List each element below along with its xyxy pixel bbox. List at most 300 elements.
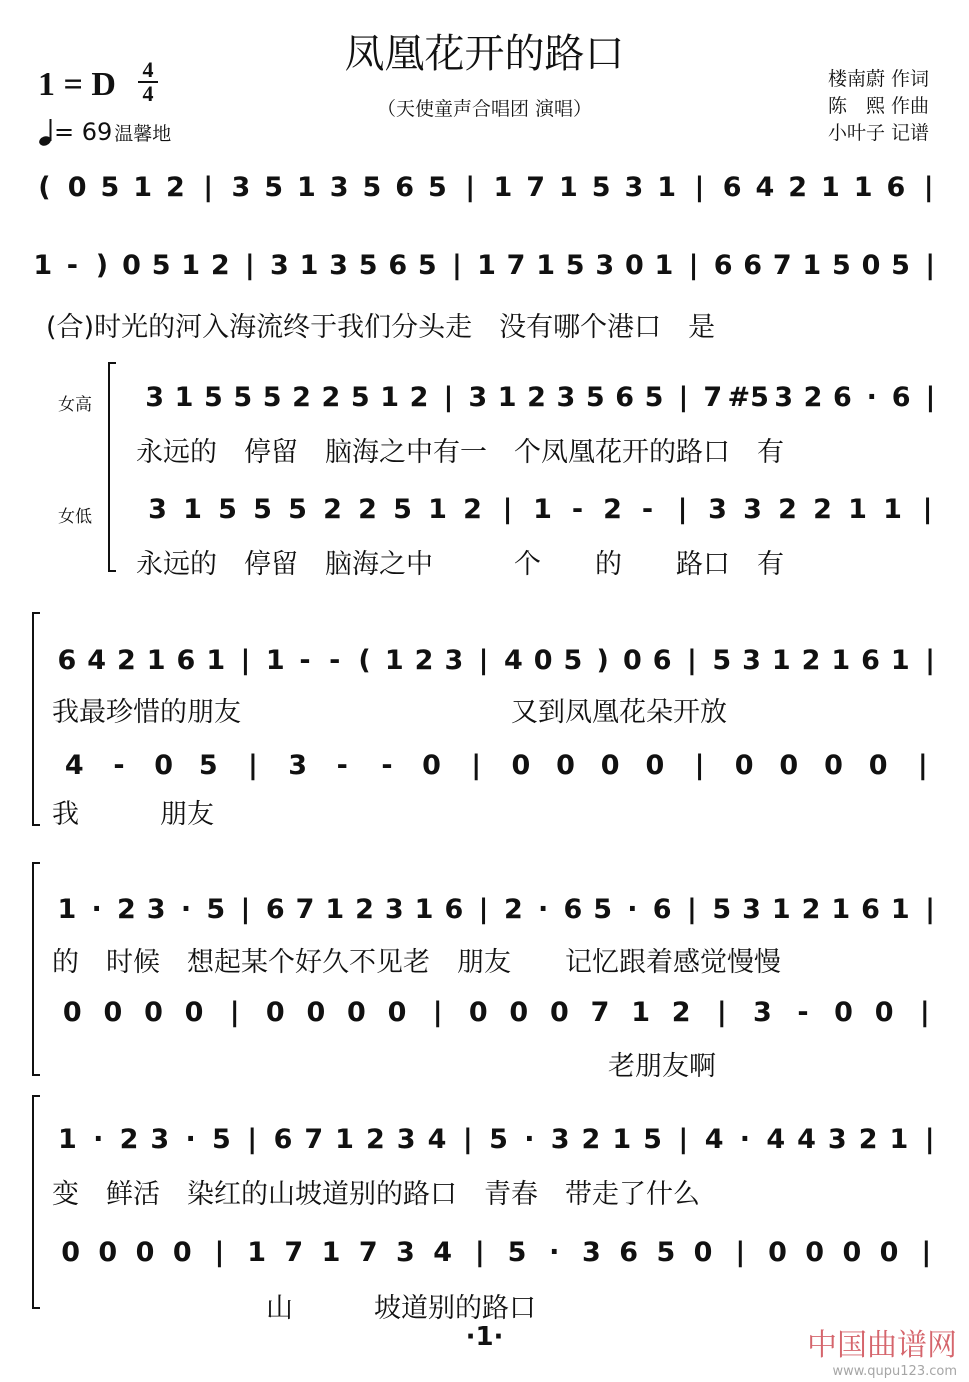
note: 2 xyxy=(365,1124,385,1155)
note: 1 xyxy=(33,250,53,281)
note: 6 xyxy=(743,250,763,281)
performer-line: （天使童声合唱团 演唱） xyxy=(376,98,593,120)
note: 1 xyxy=(831,645,851,676)
note: 3 xyxy=(288,750,307,781)
note: 0 xyxy=(533,645,553,676)
barline: | xyxy=(451,250,462,281)
note: 1 xyxy=(146,645,166,676)
barline: | xyxy=(735,1237,746,1268)
note: 5 xyxy=(206,894,226,925)
barline: | xyxy=(925,250,936,281)
note: 0 xyxy=(556,750,575,781)
note: 1 xyxy=(890,894,910,925)
note: - xyxy=(66,250,78,281)
staff-brace xyxy=(32,612,40,826)
note: 0 xyxy=(184,997,204,1028)
note: · xyxy=(91,894,102,925)
note: 1 xyxy=(889,1124,909,1155)
lyrics-line: 的 时候 想起某个好久不见老 朋友 记忆跟着感觉慢慢 xyxy=(52,947,781,978)
note: 3 xyxy=(468,382,488,413)
barline: | xyxy=(688,250,699,281)
note: - xyxy=(299,645,311,676)
note: 0 xyxy=(842,1237,862,1268)
note: 5 xyxy=(643,1124,662,1155)
barline: | xyxy=(678,1124,689,1155)
lyrics-line: 老朋友啊 xyxy=(608,1051,716,1082)
lyrics-line: 永远的 停留 脑海之中有一 个凤凰花开的路口 有 xyxy=(136,437,784,468)
note: 5 xyxy=(350,382,370,413)
note: 5 xyxy=(832,250,851,281)
note: 7 xyxy=(590,997,610,1028)
note: - xyxy=(113,750,125,781)
note: 5 xyxy=(393,494,412,525)
note: 5 xyxy=(198,750,218,781)
note: 2 xyxy=(119,1124,139,1155)
note: 0 xyxy=(62,997,82,1028)
note: 0 xyxy=(468,997,488,1028)
note: · xyxy=(549,1237,560,1268)
barline: | xyxy=(478,645,489,676)
note: 1 xyxy=(890,645,910,676)
staff-brace xyxy=(108,362,116,572)
note: 6 xyxy=(713,250,733,281)
note: 4 xyxy=(755,172,775,203)
note: 1 xyxy=(247,1237,267,1268)
note: 4 xyxy=(87,645,107,676)
note: 0 xyxy=(154,750,174,781)
note: 5 xyxy=(565,250,585,281)
note: 1 xyxy=(883,494,902,525)
key-signature: 1 = D xyxy=(38,66,116,103)
note: 6 xyxy=(619,1237,639,1268)
note: 1 xyxy=(771,645,791,676)
barline: | xyxy=(502,494,513,525)
note: 2 xyxy=(527,382,546,413)
note: · xyxy=(627,894,638,925)
barline: | xyxy=(919,997,930,1028)
note: 1 xyxy=(384,645,404,676)
note: 0 xyxy=(135,1237,155,1268)
watermark: 中国曲谱网 www.qupu123.com xyxy=(807,1328,957,1379)
note: 4 xyxy=(797,1124,816,1155)
note: - xyxy=(641,494,654,525)
note: 0 xyxy=(67,172,87,203)
note: 1 xyxy=(335,1124,354,1155)
note: 1 xyxy=(558,172,578,203)
note: 6 xyxy=(891,382,911,413)
note: 1 xyxy=(631,997,650,1028)
note: 5 xyxy=(489,1124,508,1155)
note: 2 xyxy=(165,172,185,203)
notes-row xyxy=(28,172,945,203)
note: 3 xyxy=(329,250,348,281)
note: 1 xyxy=(493,172,513,203)
note: 6 xyxy=(388,250,408,281)
note: 2 xyxy=(581,1124,601,1155)
note: 1 xyxy=(477,250,496,281)
barline: | xyxy=(465,172,476,203)
note: 1 xyxy=(380,382,400,413)
soprano-label: 女高 xyxy=(58,395,92,415)
lyrics-line: 永远的 停留 脑海之中 个 的 路口 有 xyxy=(136,549,784,580)
note: 5 xyxy=(591,172,611,203)
note: · xyxy=(185,1124,196,1155)
transcriber: 小叶子 记谱 xyxy=(827,122,929,144)
note: - xyxy=(571,494,584,525)
barline: | xyxy=(474,1237,485,1268)
barline: | xyxy=(478,894,489,925)
note: 6 xyxy=(273,1124,293,1155)
note: 3 xyxy=(582,1237,601,1268)
notes-row xyxy=(140,382,945,413)
note: 2 xyxy=(813,494,832,525)
note: 6 xyxy=(652,645,672,676)
note: 4 xyxy=(427,1124,447,1155)
note: 0 xyxy=(879,1237,899,1268)
notes-row xyxy=(52,894,945,925)
note: 1 xyxy=(296,172,316,203)
notes-row xyxy=(52,750,945,781)
note: 0 xyxy=(347,997,366,1028)
note: 3 xyxy=(270,250,289,281)
lyrics-line: 我最珍惜的朋友 又到凤凰花朵开放 xyxy=(52,697,727,728)
note: 6 xyxy=(176,645,196,676)
note: 2 xyxy=(292,382,311,413)
quarter-note-icon xyxy=(38,117,54,147)
note: - xyxy=(329,645,341,676)
note: 5 xyxy=(204,382,223,413)
note: 6 xyxy=(444,894,464,925)
lyrics-line: 变 鲜活 染红的山坡道别的路口 青春 带走了什么 xyxy=(52,1179,700,1210)
note: 1 xyxy=(612,1124,632,1155)
notes-row xyxy=(28,250,945,281)
note: 1 xyxy=(533,494,552,525)
note: 1 xyxy=(58,1124,77,1155)
note: 5 xyxy=(288,494,307,525)
note: 1 xyxy=(414,894,434,925)
credits xyxy=(828,66,929,147)
note: 2 xyxy=(409,382,429,413)
note: · xyxy=(93,1124,104,1155)
composer: 陈 熙 作曲 xyxy=(827,95,929,117)
notes-row xyxy=(52,997,945,1028)
note: 1 xyxy=(206,645,226,676)
tempo-marking xyxy=(38,117,171,147)
note: 7 xyxy=(304,1124,324,1155)
staff-brace xyxy=(32,1095,40,1309)
note: 3 xyxy=(550,1124,570,1155)
note: 0 xyxy=(734,750,754,781)
note: 2 xyxy=(778,494,797,525)
note: #5 xyxy=(727,382,769,413)
note: 0 xyxy=(61,1237,80,1268)
note: 0 xyxy=(645,750,665,781)
note: 3 xyxy=(150,1124,170,1155)
note: 2 xyxy=(358,494,377,525)
note: 7 xyxy=(358,1237,378,1268)
note: 2 xyxy=(671,997,691,1028)
note: 0 xyxy=(509,997,529,1028)
note: 1 xyxy=(181,250,201,281)
note: 1 xyxy=(174,382,194,413)
barline: | xyxy=(925,894,936,925)
note: 3 xyxy=(595,250,615,281)
barline: | xyxy=(677,494,688,525)
barline: | xyxy=(678,382,689,413)
barline: | xyxy=(921,1237,932,1268)
notes-row xyxy=(52,1124,945,1155)
barline: | xyxy=(922,494,933,525)
alto-label: 女低 xyxy=(58,507,92,527)
note: 5 xyxy=(563,645,583,676)
notes-row xyxy=(140,494,945,525)
notes-row xyxy=(52,645,945,676)
note: 6 xyxy=(563,894,583,925)
barline: | xyxy=(432,997,443,1028)
barline: | xyxy=(462,1124,473,1155)
note: 1 xyxy=(133,172,153,203)
barline: | xyxy=(203,172,214,203)
note: 5 xyxy=(656,1237,676,1268)
staff-brace xyxy=(32,862,40,1076)
barline: | xyxy=(240,894,251,925)
note: 6 xyxy=(722,172,742,203)
note: - xyxy=(797,997,809,1028)
expression-text: 温馨地 xyxy=(114,122,172,145)
note: 1 xyxy=(820,172,840,203)
note: 6 xyxy=(861,645,880,676)
note: 3 xyxy=(827,1124,847,1155)
note: 5 xyxy=(151,250,171,281)
note: 3 xyxy=(708,494,727,525)
note: 5 xyxy=(585,382,605,413)
note: 0 xyxy=(779,750,799,781)
note: 3 xyxy=(146,894,166,925)
note: 6 xyxy=(886,172,906,203)
note: 1 xyxy=(428,494,447,525)
note: 6 xyxy=(265,894,285,925)
note: 7 xyxy=(703,382,723,413)
note: 6 xyxy=(652,894,672,925)
note: 3 xyxy=(396,1124,416,1155)
note: 2 xyxy=(801,645,821,676)
note: 3 xyxy=(743,494,762,525)
note: 1 xyxy=(57,894,77,925)
note: 5 xyxy=(507,1237,527,1268)
note: 7 xyxy=(526,172,546,203)
barline: | xyxy=(924,1124,935,1155)
barline: | xyxy=(694,172,705,203)
note: ) xyxy=(95,250,109,281)
note: 3 xyxy=(329,172,349,203)
barline: | xyxy=(247,1124,258,1155)
note: 6 xyxy=(861,894,880,925)
note: 1 xyxy=(802,250,822,281)
barline: | xyxy=(443,382,454,413)
note: 2 xyxy=(858,1124,878,1155)
note: 3 xyxy=(624,172,644,203)
note: 2 xyxy=(803,382,823,413)
note: 0 xyxy=(600,750,620,781)
note: 3 xyxy=(148,494,167,525)
note: 3 xyxy=(556,382,576,413)
note: 1 xyxy=(654,250,674,281)
note: 7 xyxy=(284,1237,304,1268)
note: 2 xyxy=(117,894,136,925)
note: 2 xyxy=(210,250,230,281)
note: 1 xyxy=(536,250,556,281)
barline: | xyxy=(248,750,258,781)
note: 1 xyxy=(497,382,517,413)
note: 5 xyxy=(253,494,272,525)
note: 2 xyxy=(603,494,622,525)
note: 7 xyxy=(295,894,315,925)
note: 0 xyxy=(805,1237,825,1268)
note: 0 xyxy=(768,1237,787,1268)
note: 2 xyxy=(503,894,523,925)
note: 0 xyxy=(172,1237,192,1268)
note: 5 xyxy=(712,645,732,676)
note: 1 xyxy=(265,645,285,676)
note: 2 xyxy=(117,645,136,676)
note: 5 xyxy=(417,250,437,281)
note: 2 xyxy=(463,494,482,525)
barline: | xyxy=(687,894,697,925)
note: 1 xyxy=(771,894,791,925)
note: 6 xyxy=(57,645,77,676)
note: 2 xyxy=(323,494,342,525)
note: 6 xyxy=(395,172,415,203)
note: 2 xyxy=(321,382,341,413)
note: 7 xyxy=(506,250,526,281)
note: 0 xyxy=(868,750,888,781)
note: 4 xyxy=(766,1124,786,1155)
note: 3 xyxy=(774,382,793,413)
note: 5 xyxy=(233,382,253,413)
note: 0 xyxy=(550,997,569,1028)
lyrics-line: 山 坡道别的路口 xyxy=(266,1293,536,1324)
note: 0 xyxy=(103,997,123,1028)
note: 0 xyxy=(834,997,853,1028)
note: 0 xyxy=(874,997,894,1028)
note: 6 xyxy=(615,382,635,413)
barline: | xyxy=(694,750,705,781)
barline: | xyxy=(240,645,251,676)
note: 0 xyxy=(624,250,644,281)
note: 5 xyxy=(211,1124,231,1155)
barline: | xyxy=(923,172,934,203)
note: - xyxy=(381,750,393,781)
note: 3 xyxy=(384,894,404,925)
note: 1 xyxy=(325,894,345,925)
note: 0 xyxy=(623,645,642,676)
note: ( xyxy=(358,645,371,676)
note: 2 xyxy=(414,645,434,676)
note: 4 xyxy=(503,645,523,676)
note: 5 xyxy=(264,172,284,203)
note: 0 xyxy=(122,250,141,281)
note: ) xyxy=(596,645,609,676)
note: 0 xyxy=(824,750,843,781)
note: 5 xyxy=(644,382,664,413)
note: 0 xyxy=(265,997,285,1028)
barline: | xyxy=(716,997,727,1028)
note: 1 xyxy=(831,894,851,925)
tempo-value: = 69 xyxy=(54,118,113,146)
note: 3 xyxy=(396,1237,415,1268)
note: 0 xyxy=(387,997,407,1028)
note: 5 xyxy=(427,172,447,203)
note: 3 xyxy=(742,645,761,676)
note: 3 xyxy=(145,382,165,413)
note: 5 xyxy=(712,894,732,925)
note: 5 xyxy=(891,250,910,281)
lyricist: 楼南蔚 作词 xyxy=(827,68,929,90)
barline: | xyxy=(229,997,240,1028)
note: 0 xyxy=(306,997,326,1028)
note: 2 xyxy=(788,172,808,203)
note: · xyxy=(866,382,877,413)
barline: | xyxy=(471,750,482,781)
barline: | xyxy=(925,645,936,676)
note: 0 xyxy=(422,750,441,781)
note: 3 xyxy=(742,894,761,925)
note: 1 xyxy=(321,1237,341,1268)
note: ( xyxy=(38,172,51,203)
note: 5 xyxy=(362,172,382,203)
note: 4 xyxy=(433,1237,453,1268)
lyrics-line: 我 朋友 xyxy=(52,799,214,830)
note: 4 xyxy=(64,750,84,781)
barline: | xyxy=(214,1237,225,1268)
note: 2 xyxy=(801,894,821,925)
note: 5 xyxy=(218,494,237,525)
note: · xyxy=(524,1124,535,1155)
note: · xyxy=(538,894,549,925)
note: 0 xyxy=(144,997,163,1028)
note: 0 xyxy=(511,750,531,781)
note: - xyxy=(336,750,348,781)
lyrics-line: (合)时光的河入海流终于我们分头走 没有哪个港口 是 xyxy=(46,312,716,343)
barline: | xyxy=(917,750,928,781)
note: 1 xyxy=(657,172,677,203)
barline: | xyxy=(925,382,936,413)
note: 0 xyxy=(861,250,881,281)
note: 1 xyxy=(183,494,202,525)
notes-row xyxy=(52,1237,945,1268)
note: 7 xyxy=(772,250,792,281)
note: 1 xyxy=(853,172,873,203)
note: · xyxy=(180,894,192,925)
note: 1 xyxy=(848,494,867,525)
note: 6 xyxy=(832,382,852,413)
note: 3 xyxy=(231,172,251,203)
note: 5 xyxy=(593,894,613,925)
note: · xyxy=(739,1124,751,1155)
song-title: 凤凰花开的路口 xyxy=(344,31,625,77)
time-signature: 4 4 xyxy=(138,60,158,104)
note: 5 xyxy=(100,172,120,203)
note: 1 xyxy=(299,250,319,281)
note: 0 xyxy=(98,1237,118,1268)
barline: | xyxy=(687,645,697,676)
note: 5 xyxy=(262,382,282,413)
page-number: ·1· xyxy=(465,1322,504,1352)
note: 3 xyxy=(444,645,464,676)
note: 0 xyxy=(693,1237,713,1268)
note: 5 xyxy=(358,250,378,281)
note: 3 xyxy=(752,997,772,1028)
